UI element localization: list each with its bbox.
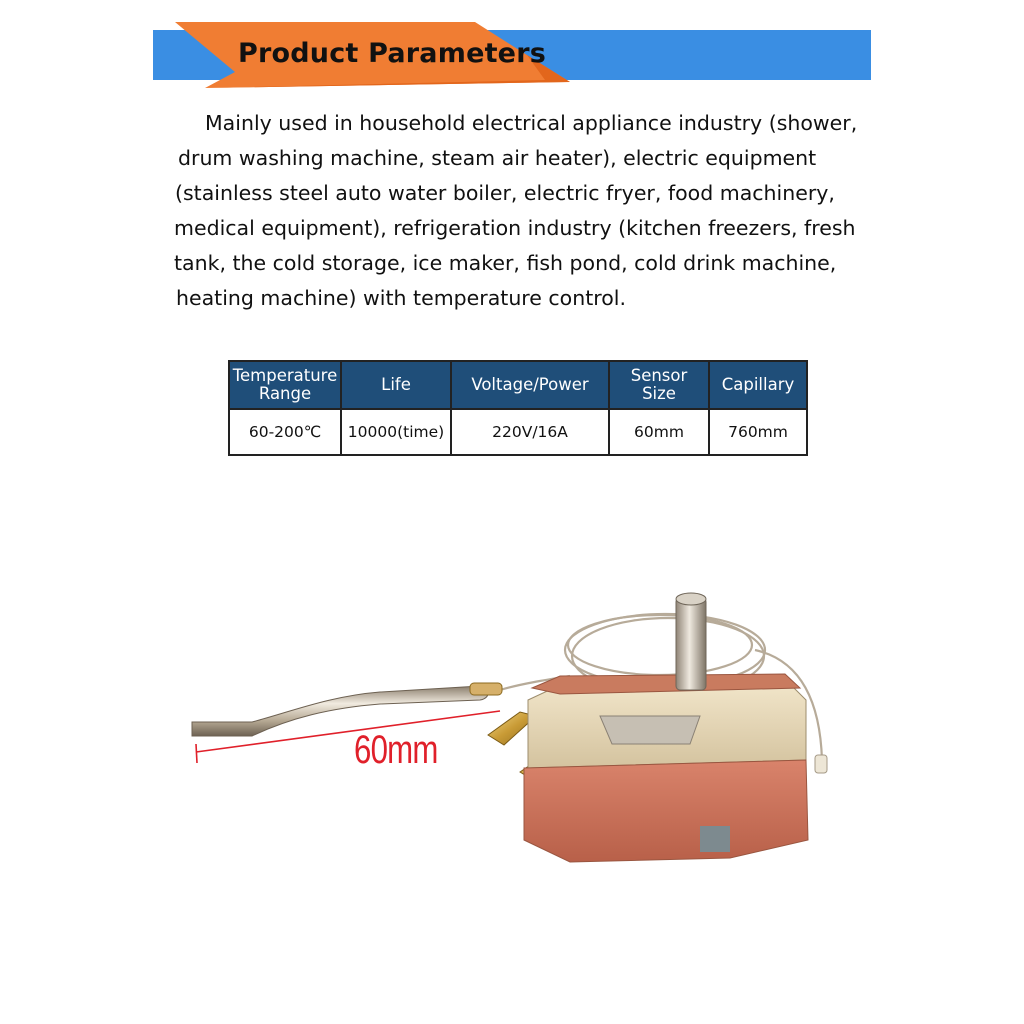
header-life: Life <box>341 361 451 409</box>
table-row <box>229 409 807 455</box>
description-line: drum washing machine, steam air heater), electric equipment <box>178 146 817 170</box>
spec-table <box>228 360 808 456</box>
description-line: tank, the cold storage, ice maker, fish pond, cold drink machine, <box>174 251 837 275</box>
header-temperature-range-line1: Temperature <box>232 366 338 385</box>
header-sensor-size-line1: Sensor <box>630 366 688 385</box>
description-line: (stainless steel auto water boiler, electric fryer, food machinery, <box>175 181 835 205</box>
header-sensor-size <box>609 361 709 409</box>
cell-voltage-power: 220V/16A <box>451 409 609 455</box>
header-sensor-size-line2: Size <box>642 384 676 403</box>
sensor-dimension-label: 60mm <box>354 728 438 772</box>
header-temperature-range-line2: Range <box>258 384 312 403</box>
header-voltage-power: Voltage/Power <box>451 361 609 409</box>
description-line: medical equipment), refrigeration industry (kitchen freezers, fresh <box>174 216 856 240</box>
spec-table-header-row <box>229 361 807 409</box>
description-line: heating machine) with temperature control. <box>176 286 626 310</box>
header-temperature-range <box>229 361 341 409</box>
description-line: Mainly used in household electrical appliance industry (shower, <box>205 111 858 135</box>
thermostat-product-image <box>180 585 840 875</box>
page-title: Product Parameters <box>238 38 546 69</box>
cell-capillary: 760mm <box>709 409 807 455</box>
description-paragraph <box>172 106 872 316</box>
cell-life: 10000(time) <box>341 409 451 455</box>
header-capillary: Capillary <box>709 361 807 409</box>
cell-sensor-size: 60mm <box>609 409 709 455</box>
cell-temperature-range: 60-200℃ <box>229 409 341 455</box>
